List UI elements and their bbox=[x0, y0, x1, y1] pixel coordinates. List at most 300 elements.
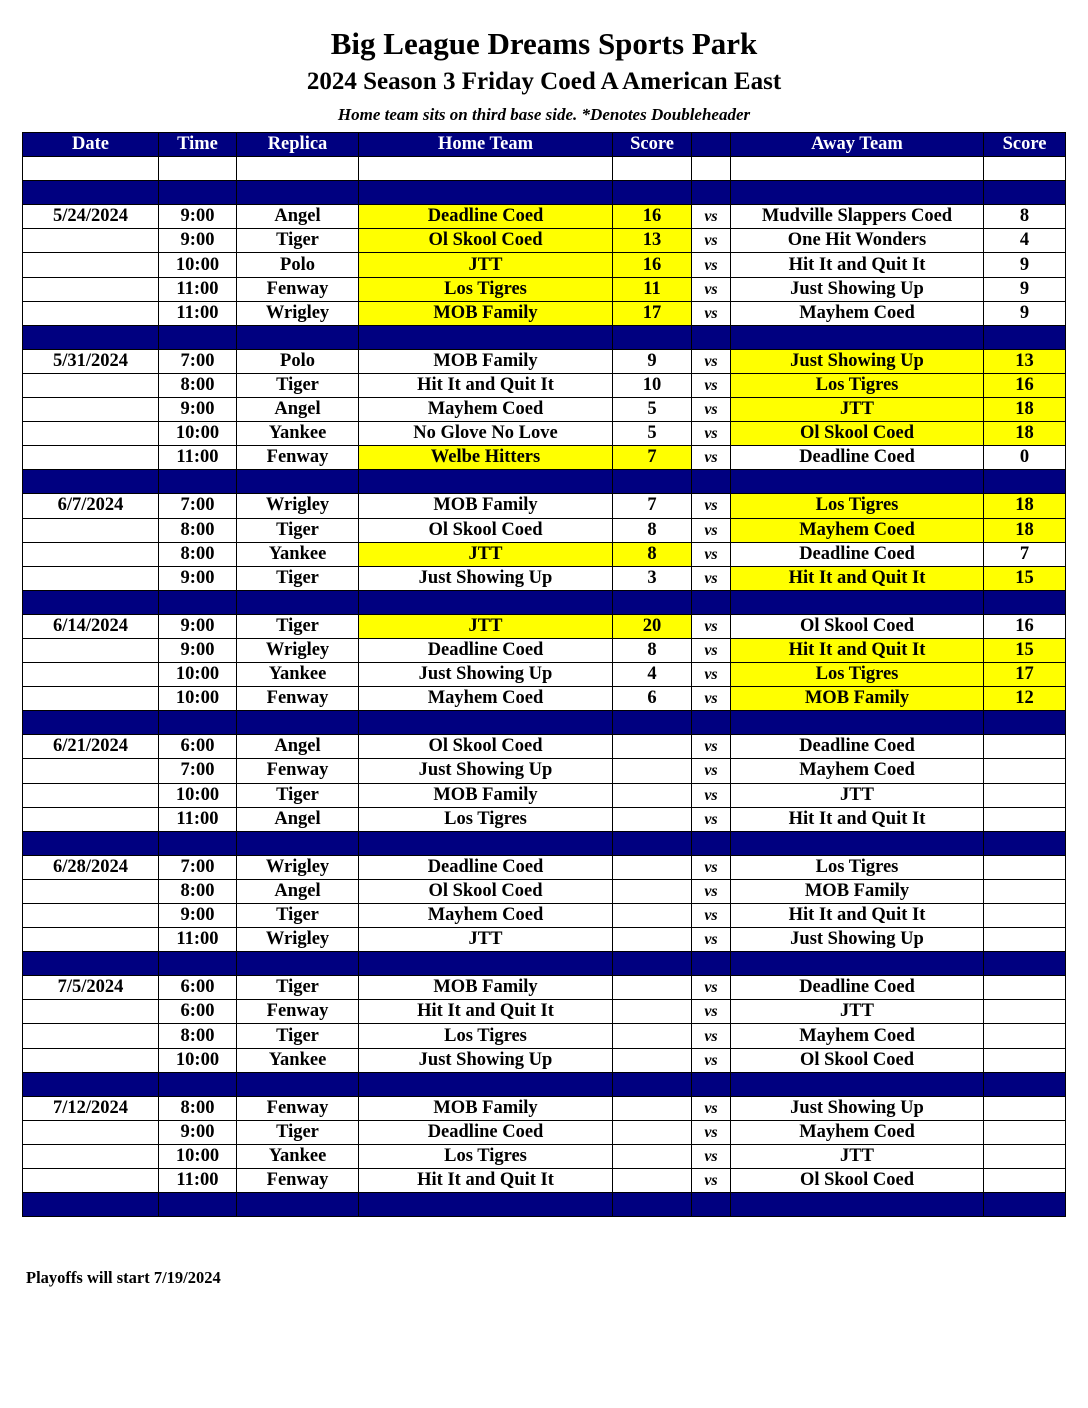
game-time: 10:00 bbox=[159, 1048, 237, 1072]
home-score: 16 bbox=[613, 253, 692, 277]
home-score bbox=[613, 759, 692, 783]
game-date bbox=[23, 783, 159, 807]
home-score bbox=[613, 976, 692, 1000]
game-row bbox=[23, 349, 1066, 373]
game-date bbox=[23, 542, 159, 566]
game-field: Yankee bbox=[237, 1048, 359, 1072]
game-time: 9:00 bbox=[159, 638, 237, 662]
game-time: 6:00 bbox=[159, 976, 237, 1000]
home-team: JTT bbox=[359, 253, 613, 277]
vs-label: vs bbox=[692, 735, 731, 759]
home-score: 5 bbox=[613, 398, 692, 422]
home-score: 8 bbox=[613, 638, 692, 662]
game-row bbox=[23, 566, 1066, 590]
away-team: Hit It and Quit It bbox=[731, 638, 984, 662]
game-date bbox=[23, 1144, 159, 1168]
away-team: JTT bbox=[731, 783, 984, 807]
vs-label: vs bbox=[692, 879, 731, 903]
game-row bbox=[23, 494, 1066, 518]
game-field: Yankee bbox=[237, 422, 359, 446]
home-score: 13 bbox=[613, 229, 692, 253]
game-date: 7/12/2024 bbox=[23, 1096, 159, 1120]
away-score bbox=[984, 1048, 1066, 1072]
game-date bbox=[23, 518, 159, 542]
game-date bbox=[23, 904, 159, 928]
away-score: 15 bbox=[984, 566, 1066, 590]
week-separator-row bbox=[23, 952, 1066, 976]
vs-label: vs bbox=[692, 566, 731, 590]
away-score: 18 bbox=[984, 494, 1066, 518]
game-time: 6:00 bbox=[159, 735, 237, 759]
vs-label: vs bbox=[692, 1096, 731, 1120]
game-row bbox=[23, 807, 1066, 831]
game-field: Fenway bbox=[237, 277, 359, 301]
game-field: Tiger bbox=[237, 1024, 359, 1048]
away-team: Deadline Coed bbox=[731, 735, 984, 759]
away-score: 9 bbox=[984, 253, 1066, 277]
game-row bbox=[23, 855, 1066, 879]
home-score bbox=[613, 879, 692, 903]
away-score: 18 bbox=[984, 398, 1066, 422]
vs-label: vs bbox=[692, 904, 731, 928]
away-team: Deadline Coed bbox=[731, 976, 984, 1000]
game-field: Tiger bbox=[237, 518, 359, 542]
home-score: 10 bbox=[613, 373, 692, 397]
home-score: 4 bbox=[613, 663, 692, 687]
away-score bbox=[984, 1024, 1066, 1048]
game-row bbox=[23, 1096, 1066, 1120]
game-row bbox=[23, 1048, 1066, 1072]
vs-label: vs bbox=[692, 373, 731, 397]
home-team: Deadline Coed bbox=[359, 855, 613, 879]
game-date bbox=[23, 928, 159, 952]
home-team: MOB Family bbox=[359, 783, 613, 807]
home-team: Deadline Coed bbox=[359, 1120, 613, 1144]
game-row bbox=[23, 277, 1066, 301]
home-score bbox=[613, 1144, 692, 1168]
game-time: 8:00 bbox=[159, 1096, 237, 1120]
game-field: Tiger bbox=[237, 783, 359, 807]
week-separator-row bbox=[23, 181, 1066, 205]
game-date bbox=[23, 807, 159, 831]
week-separator-row bbox=[23, 711, 1066, 735]
away-team: Mayhem Coed bbox=[731, 518, 984, 542]
vs-label: vs bbox=[692, 542, 731, 566]
game-field: Wrigley bbox=[237, 301, 359, 325]
away-score bbox=[984, 1000, 1066, 1024]
game-time: 9:00 bbox=[159, 614, 237, 638]
game-row bbox=[23, 687, 1066, 711]
schedule-body bbox=[23, 157, 1066, 1217]
game-time: 10:00 bbox=[159, 783, 237, 807]
game-row bbox=[23, 1169, 1066, 1193]
game-row bbox=[23, 229, 1066, 253]
week-separator-row bbox=[23, 1072, 1066, 1096]
game-row bbox=[23, 1024, 1066, 1048]
game-date bbox=[23, 277, 159, 301]
home-score: 16 bbox=[613, 205, 692, 229]
away-score: 18 bbox=[984, 422, 1066, 446]
game-row bbox=[23, 542, 1066, 566]
game-row bbox=[23, 928, 1066, 952]
home-team: Welbe Hitters bbox=[359, 446, 613, 470]
home-score bbox=[613, 1120, 692, 1144]
away-score: 7 bbox=[984, 542, 1066, 566]
game-row bbox=[23, 663, 1066, 687]
home-score: 9 bbox=[613, 349, 692, 373]
home-team: Los Tigres bbox=[359, 1024, 613, 1048]
home-score: 5 bbox=[613, 422, 692, 446]
vs-label: vs bbox=[692, 1048, 731, 1072]
vs-label: vs bbox=[692, 638, 731, 662]
away-score bbox=[984, 1120, 1066, 1144]
game-field: Wrigley bbox=[237, 494, 359, 518]
home-score: 6 bbox=[613, 687, 692, 711]
away-score bbox=[984, 807, 1066, 831]
home-team: MOB Family bbox=[359, 976, 613, 1000]
game-time: 9:00 bbox=[159, 566, 237, 590]
vs-label: vs bbox=[692, 205, 731, 229]
game-field: Wrigley bbox=[237, 928, 359, 952]
away-team: MOB Family bbox=[731, 879, 984, 903]
game-field: Tiger bbox=[237, 229, 359, 253]
away-score bbox=[984, 855, 1066, 879]
vs-label: vs bbox=[692, 253, 731, 277]
home-team: MOB Family bbox=[359, 1096, 613, 1120]
away-team: Mayhem Coed bbox=[731, 301, 984, 325]
home-score bbox=[613, 1169, 692, 1193]
game-date bbox=[23, 687, 159, 711]
away-team: Los Tigres bbox=[731, 373, 984, 397]
game-field: Wrigley bbox=[237, 855, 359, 879]
away-score bbox=[984, 904, 1066, 928]
home-score: 7 bbox=[613, 446, 692, 470]
vs-label: vs bbox=[692, 1000, 731, 1024]
game-row bbox=[23, 879, 1066, 903]
away-team: Hit It and Quit It bbox=[731, 253, 984, 277]
away-score bbox=[984, 1169, 1066, 1193]
game-row bbox=[23, 1120, 1066, 1144]
game-field: Polo bbox=[237, 349, 359, 373]
away-team: JTT bbox=[731, 1144, 984, 1168]
away-team: JTT bbox=[731, 398, 984, 422]
away-score: 0 bbox=[984, 446, 1066, 470]
away-team: Just Showing Up bbox=[731, 928, 984, 952]
away-team: Los Tigres bbox=[731, 494, 984, 518]
away-team: Hit It and Quit It bbox=[731, 807, 984, 831]
home-score: 3 bbox=[613, 566, 692, 590]
game-time: 10:00 bbox=[159, 422, 237, 446]
game-time: 11:00 bbox=[159, 807, 237, 831]
game-field: Fenway bbox=[237, 1096, 359, 1120]
schedule-table bbox=[22, 132, 1066, 1217]
home-score bbox=[613, 1048, 692, 1072]
away-score: 16 bbox=[984, 614, 1066, 638]
page-title: Big League Dreams Sports Park bbox=[330, 26, 758, 61]
game-row bbox=[23, 422, 1066, 446]
game-time: 10:00 bbox=[159, 1144, 237, 1168]
game-row bbox=[23, 614, 1066, 638]
vs-label: vs bbox=[692, 1024, 731, 1048]
home-team: Deadline Coed bbox=[359, 638, 613, 662]
game-date bbox=[23, 638, 159, 662]
home-score: 20 bbox=[613, 614, 692, 638]
home-team: Deadline Coed bbox=[359, 205, 613, 229]
col-header-away-score: Score bbox=[984, 133, 1066, 157]
away-score: 12 bbox=[984, 687, 1066, 711]
home-team: MOB Family bbox=[359, 494, 613, 518]
game-time: 9:00 bbox=[159, 904, 237, 928]
away-team: Ol Skool Coed bbox=[731, 422, 984, 446]
game-date: 6/7/2024 bbox=[23, 494, 159, 518]
vs-label: vs bbox=[692, 1120, 731, 1144]
home-team: Hit It and Quit It bbox=[359, 373, 613, 397]
away-score bbox=[984, 928, 1066, 952]
home-team: JTT bbox=[359, 928, 613, 952]
game-time: 7:00 bbox=[159, 855, 237, 879]
game-date: 5/24/2024 bbox=[23, 205, 159, 229]
home-team: Ol Skool Coed bbox=[359, 229, 613, 253]
vs-label: vs bbox=[692, 759, 731, 783]
game-time: 7:00 bbox=[159, 759, 237, 783]
game-date bbox=[23, 301, 159, 325]
home-score bbox=[613, 855, 692, 879]
game-row bbox=[23, 518, 1066, 542]
vs-label: vs bbox=[692, 349, 731, 373]
col-header-away-team: Away Team bbox=[731, 133, 984, 157]
home-score bbox=[613, 928, 692, 952]
home-team: Los Tigres bbox=[359, 807, 613, 831]
away-team: Just Showing Up bbox=[731, 277, 984, 301]
away-team: Just Showing Up bbox=[731, 1096, 984, 1120]
away-team: Mudville Slappers Coed bbox=[731, 205, 984, 229]
game-field: Yankee bbox=[237, 542, 359, 566]
home-team: Hit It and Quit It bbox=[359, 1169, 613, 1193]
game-date: 6/14/2024 bbox=[23, 614, 159, 638]
away-score bbox=[984, 976, 1066, 1000]
away-score: 16 bbox=[984, 373, 1066, 397]
away-score bbox=[984, 759, 1066, 783]
away-score: 9 bbox=[984, 301, 1066, 325]
home-team: No Glove No Love bbox=[359, 422, 613, 446]
home-team: Los Tigres bbox=[359, 1144, 613, 1168]
home-team: Mayhem Coed bbox=[359, 687, 613, 711]
game-field: Fenway bbox=[237, 1000, 359, 1024]
home-score bbox=[613, 904, 692, 928]
schedule-note: Home team sits on third base side. *Denotes Doubleheader bbox=[337, 105, 751, 124]
game-date: 6/28/2024 bbox=[23, 855, 159, 879]
vs-label: vs bbox=[692, 1169, 731, 1193]
game-field: Angel bbox=[237, 735, 359, 759]
vs-label: vs bbox=[692, 1144, 731, 1168]
game-field: Fenway bbox=[237, 687, 359, 711]
away-team: Los Tigres bbox=[731, 855, 984, 879]
home-score bbox=[613, 783, 692, 807]
away-team: Mayhem Coed bbox=[731, 759, 984, 783]
game-date bbox=[23, 1120, 159, 1144]
away-score bbox=[984, 1144, 1066, 1168]
game-time: 11:00 bbox=[159, 1169, 237, 1193]
game-row bbox=[23, 398, 1066, 422]
away-team: MOB Family bbox=[731, 687, 984, 711]
game-time: 8:00 bbox=[159, 1024, 237, 1048]
away-team: Mayhem Coed bbox=[731, 1024, 984, 1048]
away-team: Ol Skool Coed bbox=[731, 614, 984, 638]
game-field: Yankee bbox=[237, 663, 359, 687]
game-field: Tiger bbox=[237, 566, 359, 590]
game-date bbox=[23, 566, 159, 590]
game-row bbox=[23, 638, 1066, 662]
away-team: Hit It and Quit It bbox=[731, 566, 984, 590]
col-header-replica: Replica bbox=[237, 133, 359, 157]
game-date bbox=[23, 446, 159, 470]
away-team: One Hit Wonders bbox=[731, 229, 984, 253]
game-time: 11:00 bbox=[159, 446, 237, 470]
vs-label: vs bbox=[692, 855, 731, 879]
home-team: Los Tigres bbox=[359, 277, 613, 301]
away-team: JTT bbox=[731, 1000, 984, 1024]
game-date bbox=[23, 422, 159, 446]
home-score: 8 bbox=[613, 542, 692, 566]
home-score: 11 bbox=[613, 277, 692, 301]
game-time: 8:00 bbox=[159, 542, 237, 566]
game-field: Fenway bbox=[237, 446, 359, 470]
game-date bbox=[23, 1048, 159, 1072]
vs-label: vs bbox=[692, 422, 731, 446]
away-team: Deadline Coed bbox=[731, 446, 984, 470]
vs-label: vs bbox=[692, 277, 731, 301]
col-header-home-score: Score bbox=[613, 133, 692, 157]
game-row bbox=[23, 1000, 1066, 1024]
game-date bbox=[23, 253, 159, 277]
home-team: Mayhem Coed bbox=[359, 398, 613, 422]
game-time: 7:00 bbox=[159, 349, 237, 373]
col-header-home-team: Home Team bbox=[359, 133, 613, 157]
game-row bbox=[23, 446, 1066, 470]
away-score: 15 bbox=[984, 638, 1066, 662]
game-row bbox=[23, 1144, 1066, 1168]
playoffs-note: Playoffs will start 7/19/2024 bbox=[26, 1268, 221, 1287]
game-date bbox=[23, 1000, 159, 1024]
home-team: Mayhem Coed bbox=[359, 904, 613, 928]
home-team: MOB Family bbox=[359, 301, 613, 325]
home-score bbox=[613, 735, 692, 759]
game-field: Fenway bbox=[237, 759, 359, 783]
game-field: Tiger bbox=[237, 904, 359, 928]
game-time: 11:00 bbox=[159, 277, 237, 301]
header-row bbox=[23, 133, 1066, 157]
vs-label: vs bbox=[692, 928, 731, 952]
away-team: Just Showing Up bbox=[731, 349, 984, 373]
game-time: 11:00 bbox=[159, 928, 237, 952]
game-time: 9:00 bbox=[159, 398, 237, 422]
game-date: 6/21/2024 bbox=[23, 735, 159, 759]
away-team: Ol Skool Coed bbox=[731, 1169, 984, 1193]
home-team: Just Showing Up bbox=[359, 663, 613, 687]
game-row bbox=[23, 735, 1066, 759]
home-score bbox=[613, 1096, 692, 1120]
game-field: Tiger bbox=[237, 373, 359, 397]
vs-label: vs bbox=[692, 976, 731, 1000]
game-field: Polo bbox=[237, 253, 359, 277]
game-time: 7:00 bbox=[159, 494, 237, 518]
game-date bbox=[23, 663, 159, 687]
game-field: Tiger bbox=[237, 614, 359, 638]
game-time: 6:00 bbox=[159, 1000, 237, 1024]
home-team: JTT bbox=[359, 614, 613, 638]
away-score bbox=[984, 1096, 1066, 1120]
away-team: Hit It and Quit It bbox=[731, 904, 984, 928]
game-date bbox=[23, 1024, 159, 1048]
col-header-date: Date bbox=[23, 133, 159, 157]
game-time: 9:00 bbox=[159, 1120, 237, 1144]
game-row bbox=[23, 904, 1066, 928]
game-field: Wrigley bbox=[237, 638, 359, 662]
game-time: 10:00 bbox=[159, 687, 237, 711]
vs-label: vs bbox=[692, 783, 731, 807]
home-team: MOB Family bbox=[359, 349, 613, 373]
game-time: 8:00 bbox=[159, 518, 237, 542]
home-score: 17 bbox=[613, 301, 692, 325]
game-field: Angel bbox=[237, 205, 359, 229]
game-field: Fenway bbox=[237, 1169, 359, 1193]
game-time: 9:00 bbox=[159, 205, 237, 229]
week-separator-row bbox=[23, 831, 1066, 855]
game-date bbox=[23, 373, 159, 397]
away-score: 13 bbox=[984, 349, 1066, 373]
game-time: 8:00 bbox=[159, 373, 237, 397]
home-team: JTT bbox=[359, 542, 613, 566]
home-team: Hit It and Quit It bbox=[359, 1000, 613, 1024]
home-team: Just Showing Up bbox=[359, 1048, 613, 1072]
game-field: Tiger bbox=[237, 976, 359, 1000]
home-score bbox=[613, 807, 692, 831]
vs-label: vs bbox=[692, 446, 731, 470]
game-field: Yankee bbox=[237, 1144, 359, 1168]
game-field: Angel bbox=[237, 807, 359, 831]
vs-label: vs bbox=[692, 663, 731, 687]
vs-label: vs bbox=[692, 301, 731, 325]
game-time: 10:00 bbox=[159, 663, 237, 687]
vs-label: vs bbox=[692, 229, 731, 253]
week-separator-row bbox=[23, 470, 1066, 494]
blank-row bbox=[23, 157, 1066, 181]
col-header-time: Time bbox=[159, 133, 237, 157]
game-time: 10:00 bbox=[159, 253, 237, 277]
week-separator-row bbox=[23, 325, 1066, 349]
away-score: 4 bbox=[984, 229, 1066, 253]
game-row bbox=[23, 253, 1066, 277]
away-score: 18 bbox=[984, 518, 1066, 542]
week-separator-row bbox=[23, 1193, 1066, 1217]
home-team: Ol Skool Coed bbox=[359, 518, 613, 542]
game-date bbox=[23, 1169, 159, 1193]
page-subtitle: 2024 Season 3 Friday Coed A American East bbox=[306, 68, 782, 95]
away-team: Deadline Coed bbox=[731, 542, 984, 566]
away-team: Los Tigres bbox=[731, 663, 984, 687]
game-field: Angel bbox=[237, 398, 359, 422]
away-score bbox=[984, 735, 1066, 759]
game-time: 8:00 bbox=[159, 879, 237, 903]
away-score: 8 bbox=[984, 205, 1066, 229]
game-date: 7/5/2024 bbox=[23, 976, 159, 1000]
away-score bbox=[984, 879, 1066, 903]
game-row bbox=[23, 373, 1066, 397]
away-score: 17 bbox=[984, 663, 1066, 687]
game-date bbox=[23, 879, 159, 903]
week-separator-row bbox=[23, 590, 1066, 614]
home-team: Ol Skool Coed bbox=[359, 735, 613, 759]
